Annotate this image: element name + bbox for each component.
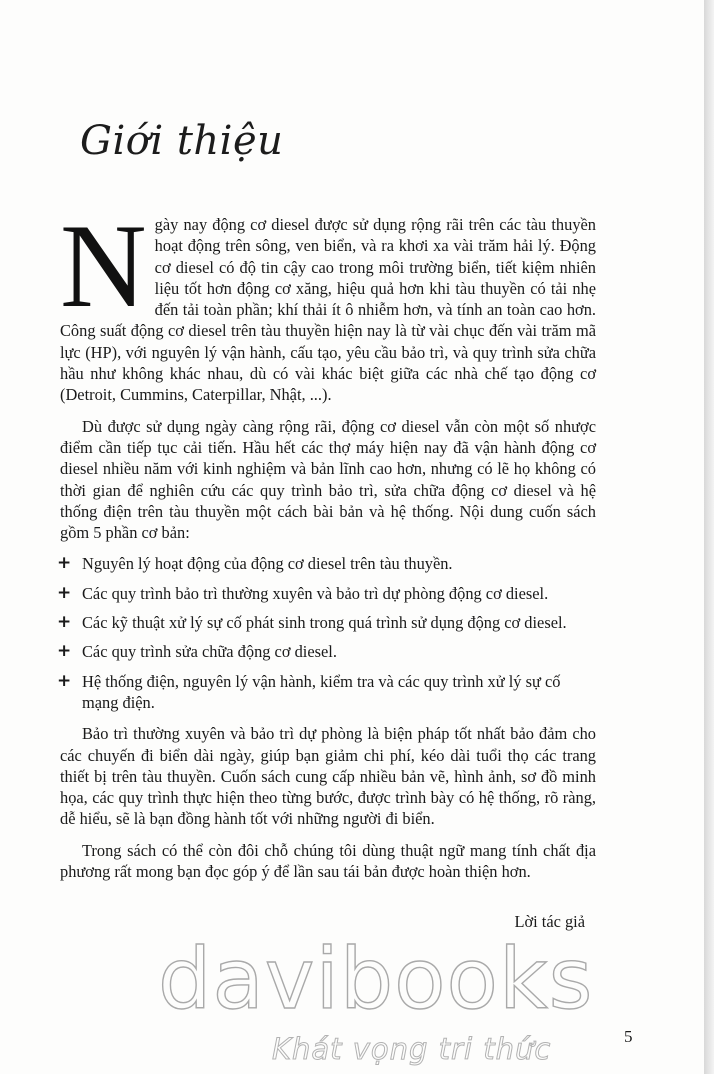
- list-item: [57, 582, 596, 604]
- list-item-text: Hệ thống điện, nguyên lý vận hành, kiểm tra và các quy trình xử lý sự cố mạng điện.: [82, 671, 561, 712]
- plus-bullet-icon: +: [57, 553, 72, 574]
- body-text: [57, 199, 596, 892]
- intro-paragraph: [60, 199, 596, 406]
- watermark-brand: davibooks: [158, 930, 594, 1028]
- list-item: [57, 553, 596, 574]
- plus-bullet-icon: +: [57, 641, 72, 662]
- paragraph-2: Dù được sử dụng ngày càng rộng rãi, động cơ diesel vẫn còn một số nhược điểm cần tiếp tục cải tiến. Hầu hết các thợ máy hiện nay đã vận hành động cơ diesel nhiều năm với kinh nghiệm và bản lĩnh cao hơn, nhưng có lẽ họ không có thời gian để nghiên cứu các quy trình bảo trì, sửa chữa động cơ diesel và hệ thống điện trên tàu thuyền một cách bài bản và hệ thống. Nội dung cuốn sách gồm 5 phần cơ bản:: [60, 416, 596, 543]
- list-item: [57, 670, 596, 714]
- drop-cap: N: [60, 199, 147, 332]
- page-edge-shadow: [704, 0, 714, 1074]
- author-signature: Lời tác giả: [514, 912, 585, 931]
- watermark-tagline: Khát vọng tri thức: [272, 1032, 552, 1066]
- list-item: [57, 641, 596, 662]
- list-item-text: Các quy trình bảo trì thường xuyên và bảo trì dự phòng động cơ diesel.: [82, 583, 549, 603]
- paragraph-3: Bảo trì thường xuyên và bảo trì dự phòng là biện pháp tốt nhất bảo đảm cho các chuyến đi biển dài ngày, giúp bạn giảm chi phí, kéo dài tuổi thọ các trang thiết bị trên tàu thuyền. Cuốn sách cung cấp nhiều bản vẽ, hình ảnh, sơ đồ minh họa, các quy trình thực hiện theo từng bước, được trình bày có hệ thống, rõ ràng, dễ hiểu, sẽ là bạn đồng hành tốt với những người đi biển.: [60, 724, 596, 829]
- plus-bullet-icon: +: [57, 612, 72, 633]
- list-item-text: Nguyên lý hoạt động của động cơ diesel trên tàu thuyền.: [82, 554, 453, 574]
- plus-bullet-icon: +: [57, 670, 72, 691]
- list-item-text: Các kỹ thuật xử lý sự cố phát sinh trong quá trình sử dụng động cơ diesel.: [82, 613, 567, 633]
- list-item-text: Các quy trình sửa chữa động cơ diesel.: [82, 642, 337, 662]
- page-number: 5: [624, 1027, 633, 1046]
- list-item: [57, 612, 596, 633]
- plus-bullet-icon: +: [57, 582, 72, 603]
- paragraph-4: Trong sách có thể còn đôi chỗ chúng tôi dùng thuật ngữ mang tính chất địa phương rất mong bạn đọc góp ý để lần sau tái bản được hoàn thiện hơn.: [60, 840, 596, 882]
- page-title: Giới thiệu: [80, 118, 284, 164]
- content-list: [57, 553, 596, 713]
- intro-text: gày nay động cơ diesel được sử dụng rộng rãi trên các tàu thuyền hoạt động trên sông, ven biển, và ra khơi xa vài trăm hải lý. Động cơ diesel có độ tin cậy cao trong môi trường biển, tiết kiệm nhiên liệu tốt hơn động cơ xăng, hiệu quả hơn khi tàu thuyền có tải nhẹ đến tải toàn phần; khí thải ít ô nhiễm hơn, và tính an toàn cao hơn. Công suất động cơ diesel trên tàu thuyền hiện nay là từ vài chục đến vài trăm mã lực (HP), với nguyên lý vận hành, cấu tạo, yêu cầu bảo trì, và quy trình sửa chữa hầu như không khác nhau, dù có vài khác biệt giữa các nhà chế tạo động cơ (Detroit, Cummins, Caterpillar, Nhật, ...).: [60, 215, 596, 405]
